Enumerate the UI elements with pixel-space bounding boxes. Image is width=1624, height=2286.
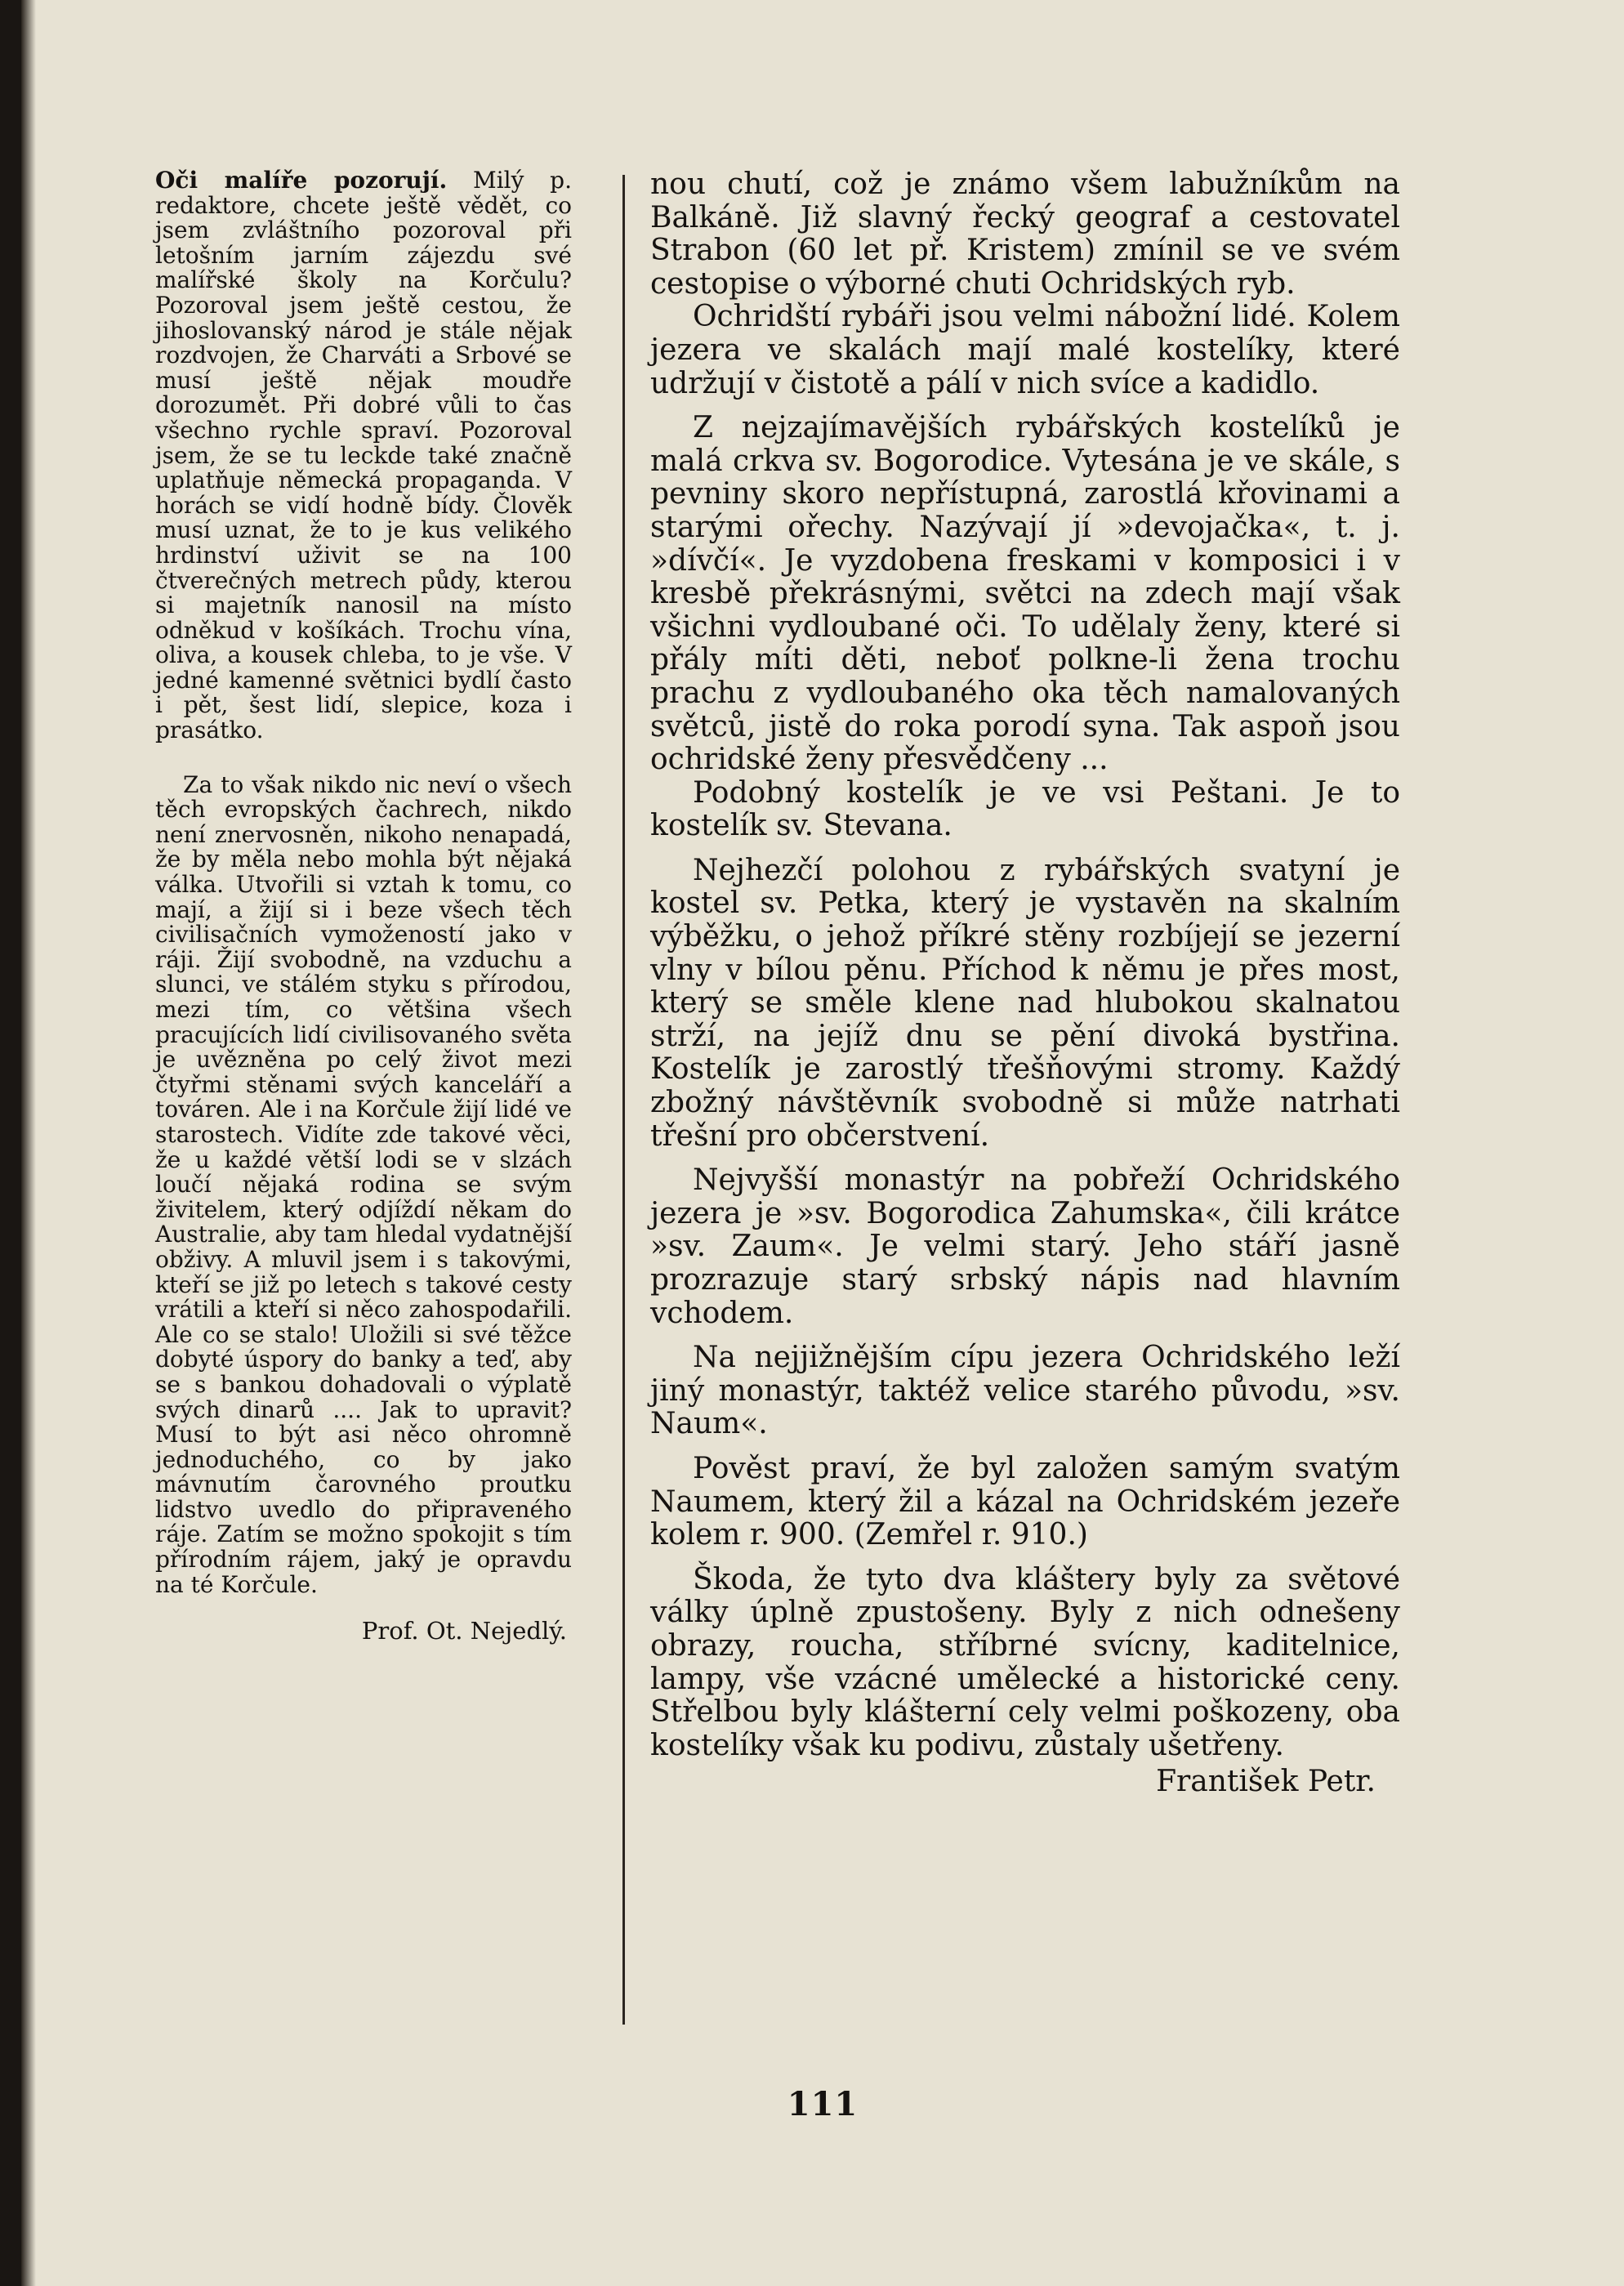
right-paragraph-5: Nejhezčí polohou z rybářských svatyní je kostel sv. Petka, který je vystavěn na skalním výběžku, o jehož příkré stěny rozbíjejí se jezerní vlny v bílou pěnu. Příchod k němu je přes most, který se směle klene nad hlubokou skalnatou strží, na jejíž dnu se pění divoká bystřina. Kostelík je zarostlý třešňovými stromy. Každý zbožný návštěvník svobodně si může natrhati třešní pro občerstvení. (650, 853, 1400, 1153)
left-signature: Prof. Ot. Nejedlý. (361, 1617, 567, 1645)
column-divider (622, 175, 625, 2025)
right-column (650, 168, 1400, 1799)
right-paragraph-9: Škoda, že tyto dva kláštery byly za světové války úplně zpustošeny. Byly z nich odnešeny obrazy, roucha, stříbrné svícny, kaditelnice, lampy, vše vzácné umělecké a historické ceny. Střelbou byly klášterní cely velmi poškozeny, oba kostelíky však ku podivu, zůstaly ušetřeny. (650, 1562, 1400, 1762)
right-paragraph-6: Nejvyšší monastýr na pobřeží Ochridského jezera je »sv. Bogorodica Zahumska«, čili krátce »sv. Zaum«. Je velmi starý. Jeho stáří jasně prozrazuje starý srbský nápis nad hlavním vchodem. (650, 1163, 1400, 1330)
right-paragraph-1: nou chutí, což je známo všem labužníkům na Balkáně. Již slavný řecký geograf a cestovatel Strabon (60 let př. Kristem) zmínil se ve svém cestopise o výborné chuti Ochridských ryb. (650, 167, 1400, 301)
left-paragraph-2: Za to však nikdo nic neví o všech těch evropských čachrech, nikdo není znervosněn, nikoho nenapadá, že by měla nebo mohla být nějaká válka. Utvořili si vztah k tomu, co mají, a žijí si i beze všech těch civilisačních vymožeností jako v ráji. Žijí svobodně, na vzduchu a slunci, ve stálém styku s přírodou, mezi tím, co většina všech pracujících lidí civilisovaného světa je uvězněna po celý život mezi čtyřmi stěnami svých kanceláří a továren. Ale i na Korčule žijí lidé ve starostech. Vidíte zde takové věci, že u každé větší lodi se v slzách loučí nějaká rodina se svým živitelem, který odjíždí někam do Australie, aby tam hledal vydatnější obživy. A mluvil jsem i s takovými, kteří se již po letech s takové cesty vrátili a kteří si něco zahospodařili. Ale co se stalo! Uložili si své těžce dobyté úspory do banky a teď, aby se s bankou dohadovali o výplatě svých dinarů .... Jak to upravit? Musí to být asi něco ohromně jednoduchého, co by jako mávnutím čarovného proutku lidstvo uvedlo do připraveného ráje. Zatím se možno spokojit s tím přírodním rájem, jaký je opravdu na té Korčule. (155, 770, 572, 1598)
page-number: 111 (787, 2085, 859, 2123)
lead-phrase: Oči malíře pozorují. (155, 167, 448, 194)
page-edge-shadow (21, 0, 36, 2286)
left-paragraph-1 (155, 168, 572, 743)
left-column (155, 168, 572, 1644)
right-paragraph-3: Z nejzajímavějších rybářských kostelíků je malá crkva sv. Bogorodice. Vytesána je ve skále, s pevniny skoro nepřístupná, zarostlá křovinami a starými ořechy. Nazývají jí »devojačka«, t. j. »dívčí«. Je vyzdobena freskami v komposici i v kresbě překrásnými, světci na zdech mají však všichni vydloubané oči. To udělaly ženy, které si přály míti děti, neboť polkne-li žena trochu prachu z vydloubaného oka těch namalovaných světců, jistě do roka porodí syna. Tak aspoň jsou ochridské ženy přesvědčeny ... (650, 411, 1400, 777)
right-paragraph-4: Podobný kostelík je ve vsi Peštani. Je to kostelík sv. Stevana. (650, 775, 1400, 843)
left-paragraph-1-text: Milý p. redaktore, chcete ještě vědět, co jsem zvláštního pozoroval při letošním jarním zájezdu své malířské školy na Korčulu? Pozoroval jsem ještě cestou, že jihoslovanský národ je stále nějak rozdvojen, že Charváti a Srbové se musí ještě nějak moudře dorozumět. Při dobré vůli to čas všechno rychle spraví. Pozoroval jsem, že se tu leckde také značně uplatňuje německá propaganda. V horách se vidí hodně bídy. Člověk musí uznat, že to je kus velikého hrdinství uživit se na 100 čtverečných metrech půdy, kterou si majetník nanosil na místo odněkud v košíkách. Trochu vína, oliva, a kousek chleba, to je vše. V jedné kamenné světnici bydlí často i pět, šest lidí, slepice, koza i prasátko. (155, 167, 573, 744)
right-signature: František Petr. (1156, 1765, 1376, 1799)
right-paragraph-7: Na nejjižnějším cípu jezera Ochridského leží jiný monastýr, taktéž velice starého původu, »sv. Naum«. (650, 1341, 1400, 1441)
right-paragraph-2: Ochridští rybáři jsou velmi nábožní lidé. Kolem jezera ve skalách mají malé kostelíky, které udržují v čistotě a pálí v nich svíce a kadidlo. (650, 300, 1400, 400)
right-paragraph-8: Pověst praví, že byl založen samým svatým Naumem, který žil a kázal na Ochridském jezeře kolem r. 900. (Zemřel r. 910.) (650, 1451, 1400, 1552)
book-page (21, 0, 1624, 2286)
